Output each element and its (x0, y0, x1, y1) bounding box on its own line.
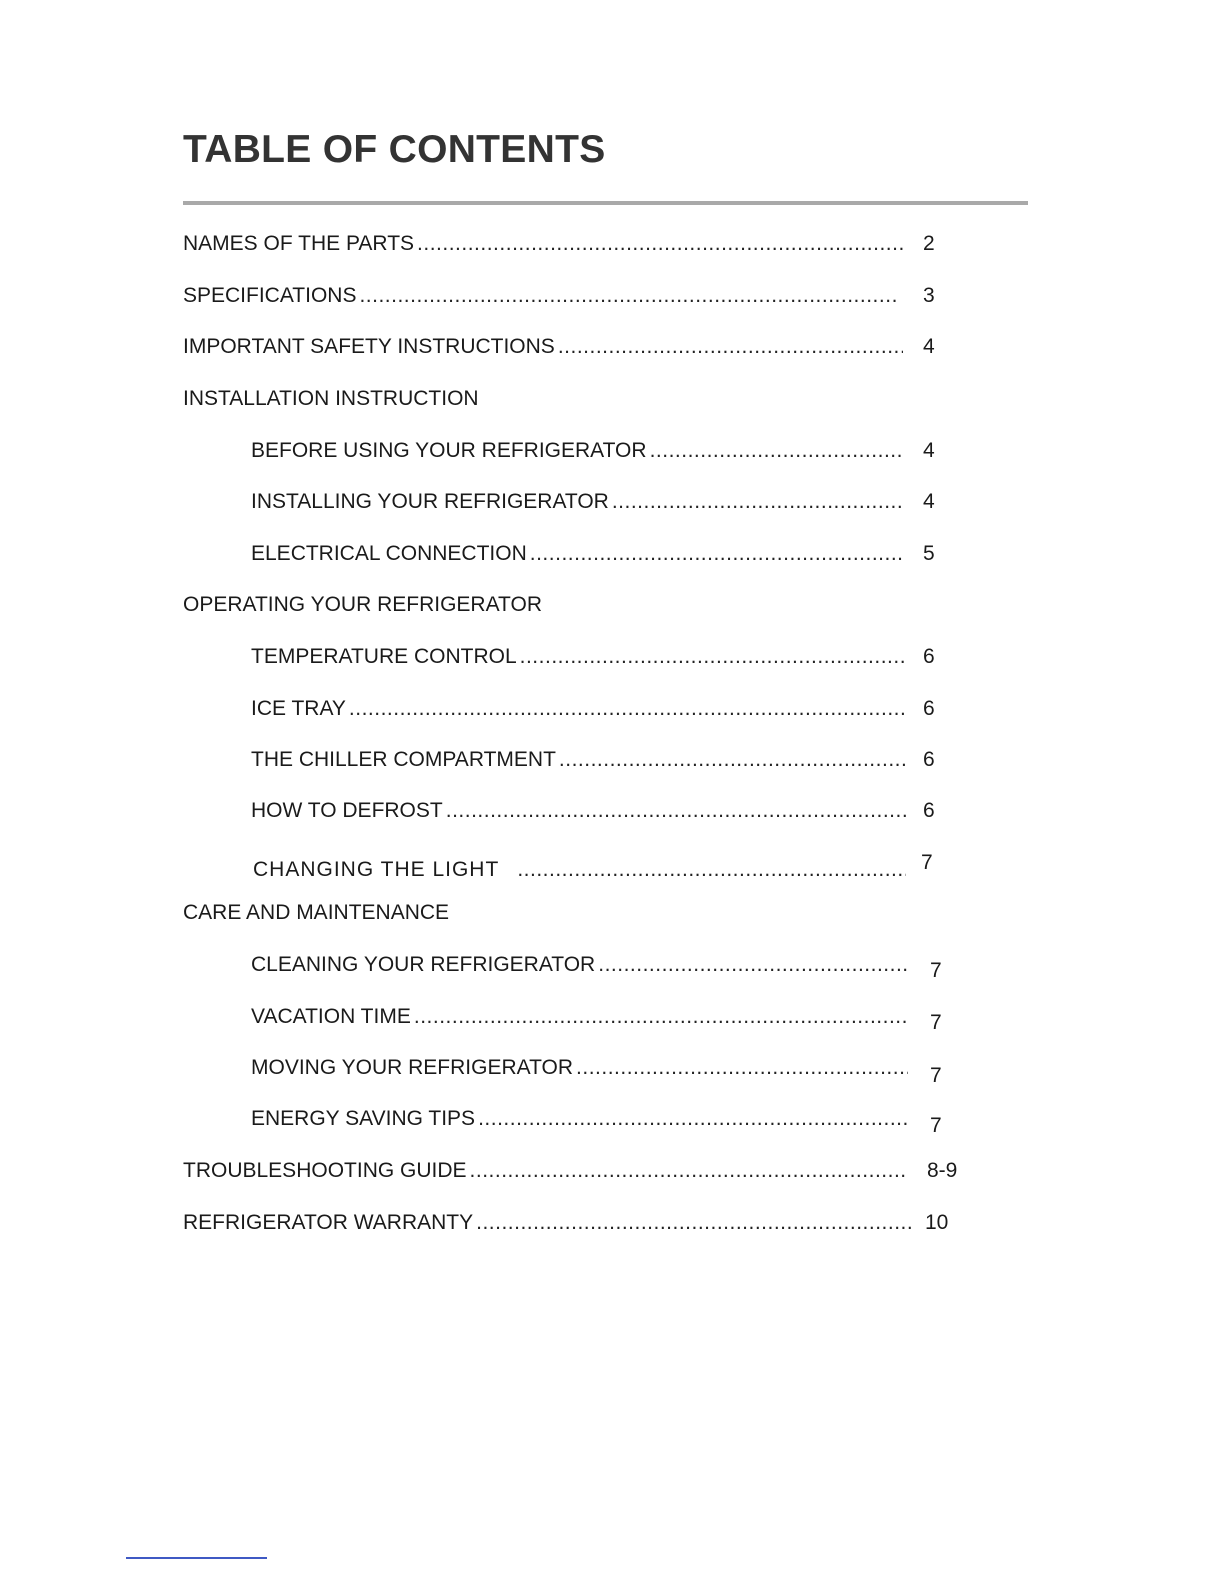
toc-page-number: 4 (923, 335, 935, 358)
dot-leader (576, 1054, 908, 1082)
toc-page-number: 7 (930, 1064, 942, 1087)
dot-leader (530, 540, 903, 568)
dot-leader (359, 282, 898, 310)
dot-leader (559, 746, 908, 774)
toc-entry-electrical-connection[interactable] (251, 540, 906, 568)
toc-entry-label: INSTALLING YOUR REFRIGERATOR (251, 490, 609, 513)
toc-entry-label: THE CHILLER COMPARTMENT (251, 748, 556, 771)
toc-page-number: 6 (923, 697, 935, 720)
toc-entry-before-using[interactable] (251, 437, 906, 465)
toc-entry-label: CLEANING YOUR REFRIGERATOR (251, 953, 596, 976)
toc-entry-names-of-parts[interactable] (183, 230, 906, 258)
toc-entry-chiller-compartment[interactable] (251, 746, 911, 774)
toc-section-heading-care[interactable]: CARE AND MAINTENANCE (183, 901, 450, 924)
toc-entry-label: NAMES OF THE PARTS (183, 232, 415, 255)
toc-page-number: 7 (930, 959, 942, 982)
toc-entry-specifications[interactable] (183, 282, 901, 310)
toc-entry-label: IMPORTANT SAFETY INSTRUCTIONS (183, 335, 555, 358)
toc-entry-label: SPECIFICATIONS (183, 284, 357, 307)
dot-leader (558, 333, 903, 361)
dot-leader (476, 1209, 911, 1237)
toc-entry-label: ELECTRICAL CONNECTION (251, 542, 527, 565)
toc-entry-label: ICE TRAY (251, 697, 346, 720)
dot-leader (446, 797, 906, 825)
page-title: TABLE OF CONTENTS (183, 128, 606, 171)
toc-page-number: 4 (923, 439, 935, 462)
toc-page-number: 6 (923, 645, 935, 668)
toc-entry-label: ENERGY SAVING TIPS (251, 1107, 476, 1130)
toc-entry-label: BEFORE USING YOUR REFRIGERATOR (251, 439, 647, 462)
toc-entry-how-to-defrost[interactable] (251, 797, 909, 825)
toc-page-number: 7 (930, 1114, 942, 1137)
toc-section-heading-installation[interactable]: INSTALLATION INSTRUCTION (183, 387, 479, 410)
dot-leader (650, 437, 903, 465)
toc-entry-ice-tray[interactable] (251, 695, 911, 723)
toc-page-number: 2 (923, 232, 935, 255)
toc-page-number: 10 (925, 1211, 949, 1234)
toc-page-number: 7 (930, 1011, 942, 1034)
toc-entry-energy-saving[interactable] (251, 1105, 910, 1133)
toc-entry-warranty[interactable] (183, 1209, 914, 1237)
toc-entry-cleaning[interactable] (251, 951, 912, 979)
toc-entry-label: VACATION TIME (251, 1005, 411, 1028)
dot-leader (520, 643, 906, 671)
toc-entry-label: TEMPERATURE CONTROL (251, 645, 517, 668)
toc-entry-label: MOVING YOUR REFRIGERATOR (251, 1056, 574, 1079)
toc-entry-safety-instructions[interactable] (183, 333, 906, 361)
dot-leader (517, 856, 906, 884)
toc-page-number: 8-9 (927, 1159, 958, 1182)
toc-entry-label: REFRIGERATOR WARRANTY (183, 1211, 474, 1234)
toc-entry-troubleshooting[interactable] (183, 1157, 911, 1185)
dot-leader (598, 951, 909, 979)
dot-leader (478, 1105, 907, 1133)
toc-entry-changing-light[interactable] (253, 856, 909, 884)
dot-leader (470, 1157, 908, 1185)
toc-page-number: 6 (923, 799, 935, 822)
toc-page-number: 5 (923, 542, 935, 565)
toc-section-heading-operating[interactable]: OPERATING YOUR REFRIGERATOR (183, 593, 542, 616)
dot-leader (612, 488, 903, 516)
footer-rule (126, 1557, 267, 1559)
toc-entry-moving[interactable] (251, 1054, 911, 1082)
dot-leader (414, 1003, 907, 1031)
toc-entry-label: HOW TO DEFROST (251, 799, 443, 822)
dot-leader (417, 230, 903, 258)
toc-page-number: 6 (923, 748, 935, 771)
toc-entry-label: CHANGING THE LIGHT (253, 858, 500, 881)
toc-page-number: 3 (923, 284, 935, 307)
toc-entry-label: TROUBLESHOOTING GUIDE (183, 1159, 467, 1182)
toc-entry-temperature-control[interactable] (251, 643, 909, 671)
toc-page-number: 4 (923, 490, 935, 513)
toc-entry-installing[interactable] (251, 488, 906, 516)
toc-page-number: 7 (921, 851, 933, 874)
dot-leader (349, 695, 908, 723)
toc-entry-vacation-time[interactable] (251, 1003, 910, 1031)
